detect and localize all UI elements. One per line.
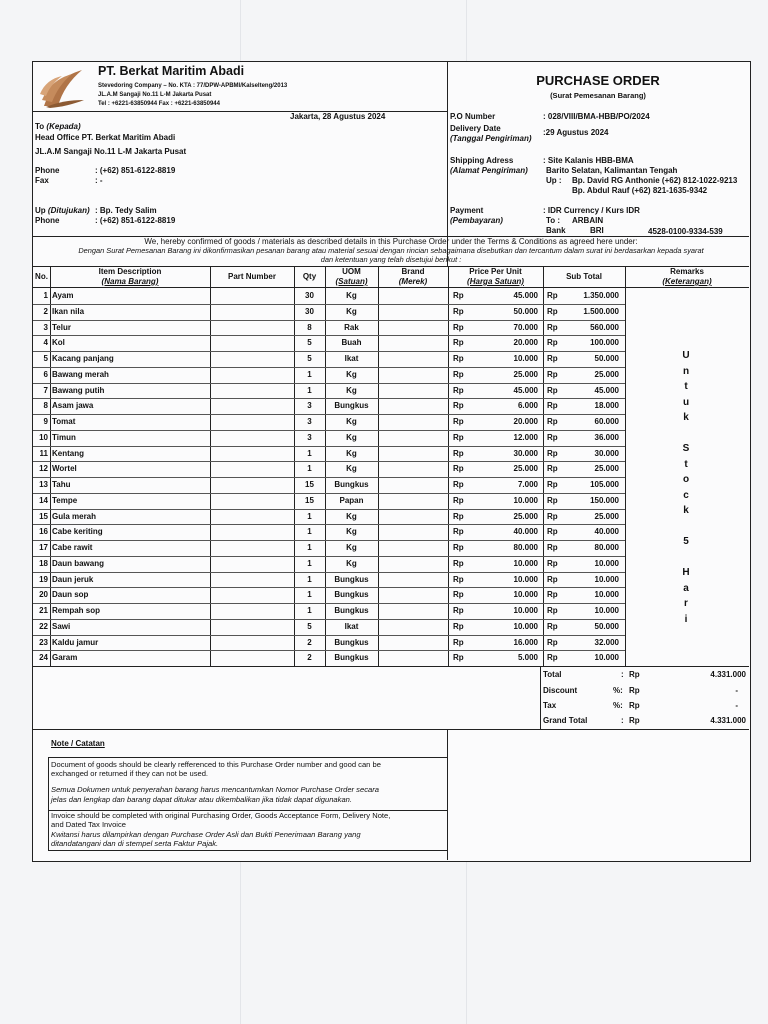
row-sub-rp: Rp <box>547 385 558 395</box>
fax-value: : - <box>95 176 103 185</box>
row-item: Kacang panjang <box>52 354 114 363</box>
fax-label: Fax <box>35 176 49 185</box>
grand-total-label: Grand Total <box>543 716 588 725</box>
row-uom: Papan <box>339 495 364 505</box>
row-subtotal: 100.000 <box>590 338 619 348</box>
note1-en-1: Document of goods should be clearly refferenced to this Purchase Order number and good can be <box>51 760 381 769</box>
row-item: Timun <box>52 432 76 442</box>
to-name: Head Office PT. Berkat Maritim Abadi <box>35 133 176 142</box>
row-sub-rp: Rp <box>547 558 558 568</box>
remarks-letter: a <box>683 582 689 594</box>
po-number-label: P.O Number <box>450 112 496 121</box>
row-no: 14 <box>39 495 48 505</box>
row-sub-rp: Rp <box>547 527 558 537</box>
row-uom: Bungkus <box>334 590 369 600</box>
company-name: PT. Berkat Maritim Abadi <box>98 64 245 78</box>
row-uom: Kg <box>346 369 357 379</box>
row-subtotal: 10.000 <box>594 653 619 663</box>
sail-leaf-logo-icon <box>40 66 86 108</box>
row-qty: 15 <box>305 480 314 489</box>
place-date: Jakarta, 28 Agustus 2024 <box>290 112 386 121</box>
row-price: 50.000 <box>513 306 538 316</box>
note1-en-2: exchanged or returned if they can not be used. <box>51 769 209 778</box>
row-price-rp: Rp <box>453 590 464 600</box>
shipping-line2: Barito Selatan, Kalimantan Tengah <box>546 166 678 175</box>
remarks-letter: u <box>682 396 690 408</box>
row-qty: 1 <box>307 385 312 395</box>
row-qty: 3 <box>307 401 312 411</box>
remarks-letter: t <box>684 381 688 392</box>
shipping-up: Up : <box>546 176 562 185</box>
row-item: Cabe rawit <box>52 543 93 552</box>
row-subtotal: 105.000 <box>590 480 619 489</box>
row-no: 6 <box>43 369 48 379</box>
row-no: 2 <box>43 306 48 316</box>
row-subtotal: 60.000 <box>594 417 619 426</box>
row-uom: Buah <box>341 338 362 348</box>
column-divider <box>543 266 544 666</box>
discount-pct: %: <box>613 686 623 695</box>
row-no: 22 <box>39 621 48 631</box>
row-price: 7.000 <box>517 480 538 489</box>
intro-id-2: dan ketentuan yang telah disetujui berikut : <box>320 255 462 264</box>
row-sub-rp: Rp <box>547 448 558 458</box>
row-uom: Ikat <box>344 621 359 631</box>
row-qty: 2 <box>307 637 312 647</box>
remarks-letter: k <box>683 505 689 516</box>
remarks-letter: c <box>683 489 689 501</box>
row-sub-rp: Rp <box>547 354 558 363</box>
row-qty: 5 <box>307 338 312 348</box>
row-price-rp: Rp <box>453 291 464 300</box>
row-item: Ikan nila <box>52 306 85 316</box>
delivery-label: Delivery Date <box>450 124 501 133</box>
remarks-letter: k <box>683 412 689 423</box>
phone2-label: Phone <box>35 216 60 225</box>
intro-id-1: Dengan Surat Pemesanan Barang ini dikonfirmasikan pesanan barang atau material sesuai dengan rincian sebagaimana disebutkan dan tercantum dalam surat ini berdasarkan kepada syarat <box>78 246 704 255</box>
row-sub-rp: Rp <box>547 543 558 552</box>
row-uom: Bungkus <box>334 653 369 663</box>
po-number-value: : 028/VIII/BMA-HBB/PO/2024 <box>543 112 650 121</box>
row-no: 3 <box>43 322 48 332</box>
phone-value: : (+62) 851-6122-8819 <box>95 166 176 175</box>
row-item: Ayam <box>52 291 74 300</box>
row-qty: 2 <box>307 653 312 663</box>
note2-id-1: Kwitansi harus dilampirkan dengan Purchase Order Asli dan Bukti Penerimaan Barang yang <box>51 830 361 839</box>
row-price: 10.000 <box>513 354 538 363</box>
row-no: 23 <box>39 637 48 647</box>
row-no: 21 <box>39 606 48 615</box>
row-price: 10.000 <box>513 558 538 568</box>
grand-total-rp: Rp <box>629 716 640 725</box>
row-price: 10.000 <box>513 621 538 631</box>
row-subtotal: 50.000 <box>594 621 619 631</box>
row-sub-rp: Rp <box>547 432 558 442</box>
row-sub-rp: Rp <box>547 590 558 600</box>
row-no: 7 <box>43 385 48 395</box>
row-price: 20.000 <box>513 338 538 348</box>
row-qty: 1 <box>307 558 312 568</box>
row-price-rp: Rp <box>453 385 464 395</box>
grand-total-colon: : <box>621 716 624 725</box>
row-sub-rp: Rp <box>547 653 558 663</box>
row-no: 4 <box>43 338 48 348</box>
row-sub-rp: Rp <box>547 306 558 316</box>
totals-divider <box>540 666 541 729</box>
row-subtotal: 40.000 <box>594 527 619 537</box>
row-price-rp: Rp <box>453 574 464 584</box>
document-title: PURCHASE ORDER <box>536 73 660 88</box>
column-divider <box>378 266 379 666</box>
row-price: 10.000 <box>513 606 538 615</box>
delivery-value: :29 Agustus 2024 <box>543 128 609 137</box>
column-divider <box>210 266 211 666</box>
row-subtotal: 1.500.000 <box>583 306 619 316</box>
row-price: 25.000 <box>513 464 538 474</box>
phone-label: Phone <box>35 166 60 175</box>
payment-label: Payment <box>450 206 484 215</box>
remarks-letter: n <box>682 365 690 377</box>
row-item: Telur <box>52 322 71 332</box>
row-price-rp: Rp <box>453 495 464 505</box>
remarks-letter: t <box>684 458 688 470</box>
row-sub-rp: Rp <box>547 322 558 332</box>
note1-id-1: Semua Dokumen untuk penyerahan barang harus mencantumkan Nomor Purchase Order secara <box>51 785 379 794</box>
row-uom: Kg <box>346 511 357 521</box>
row-price-rp: Rp <box>453 527 464 537</box>
row-uom: Bungkus <box>334 606 369 615</box>
row-price: 40.000 <box>513 527 538 537</box>
row-uom: Kg <box>346 432 357 442</box>
to-address: JL.A.M Sangaji No.11 L-M Jakarta Pusat <box>35 147 187 156</box>
row-uom: Kg <box>346 558 357 568</box>
shipping-contact1: Bp. David RG Anthonie (+62) 812-1022-9213 <box>572 176 738 185</box>
payee-label: To : <box>546 216 561 225</box>
company-line1: Stevedoring Company – No. KTA : 77/DPW-APBMI/Kalselteng/2013 <box>98 83 288 89</box>
up-label: Up (Ditujukan) <box>35 206 90 215</box>
payee-name: ARBAIN <box>572 216 604 225</box>
row-price: 16.000 <box>513 637 538 647</box>
up-value: : Bp. Tedy Salim <box>95 206 157 215</box>
row-sub-rp: Rp <box>547 495 558 505</box>
row-price-rp: Rp <box>453 606 464 615</box>
delivery-label-id: (Tanggal Pengiriman) <box>450 134 532 143</box>
row-sub-rp: Rp <box>547 606 558 615</box>
row-item: Tomat <box>52 417 76 426</box>
row-no: 10 <box>39 432 48 442</box>
header-uom-id: (Satuan) <box>335 277 368 286</box>
row-qty: 1 <box>307 543 312 552</box>
remarks-letter: o <box>682 474 690 485</box>
row-price-rp: Rp <box>453 511 464 521</box>
row-price: 25.000 <box>513 511 538 521</box>
column-divider <box>50 266 51 666</box>
row-uom: Bungkus <box>334 401 369 411</box>
row-subtotal: 25.000 <box>594 464 619 474</box>
row-subtotal: 25.000 <box>594 369 619 379</box>
row-qty: 30 <box>305 291 314 300</box>
grand-total-value: 4.331.000 <box>710 716 746 725</box>
bank-account: 4528-0100-9334-539 <box>648 227 723 236</box>
row-price: 80.000 <box>513 543 538 552</box>
remarks-letter: H <box>682 567 690 578</box>
row-qty: 5 <box>307 354 312 363</box>
row-price: 45.000 <box>513 291 538 300</box>
row-qty: 1 <box>307 574 312 584</box>
note2-en-2: and Dated Tax Invoice <box>51 820 127 829</box>
note1-id-2: jelas dan lengkap dan barang dapat ditukar atau dikembalikan jika tidak dapat digunakan. <box>51 795 353 804</box>
tax-label: Tax <box>543 701 557 710</box>
row-item: Daun sop <box>52 590 89 600</box>
total-value: 4.331.000 <box>710 670 746 679</box>
total-rp: Rp <box>629 670 640 679</box>
shipping-contact2: Bp. Abdul Rauf (+62) 821-1635-9342 <box>572 186 708 195</box>
remarks-letter: U <box>682 350 690 361</box>
row-subtotal: 10.000 <box>594 558 619 568</box>
row-item: Rempah sop <box>52 606 101 615</box>
remarks-letter: i <box>684 613 688 625</box>
row-subtotal: 80.000 <box>594 543 619 552</box>
header-uom: UOM <box>342 267 361 276</box>
header-brand-id: (Merek) <box>398 277 428 286</box>
payment-label-id: (Pembayaran) <box>450 216 503 225</box>
row-uom: Kg <box>346 464 357 474</box>
header-price: Price Per Unit <box>469 267 522 276</box>
row-item: Kaldu jamur <box>52 637 99 647</box>
row-sub-rp: Rp <box>547 338 558 348</box>
row-uom: Kg <box>346 527 357 537</box>
row-no: 24 <box>39 653 48 663</box>
row-item: Tempe <box>52 495 78 505</box>
row-no: 5 <box>43 354 48 363</box>
row-subtotal: 18.000 <box>594 401 619 411</box>
row-uom: Kg <box>346 417 357 426</box>
row-price: 10.000 <box>513 495 538 505</box>
row-price: 30.000 <box>513 448 538 458</box>
row-item: Bawang putih <box>52 385 105 395</box>
shipping-label: Shipping Adress <box>450 156 514 165</box>
row-subtotal: 50.000 <box>594 354 619 363</box>
remarks-letter: 5 <box>683 536 689 547</box>
row-price-rp: Rp <box>453 417 464 426</box>
row-qty: 30 <box>305 306 314 316</box>
row-subtotal: 30.000 <box>594 448 619 458</box>
row-uom: Kg <box>346 291 357 300</box>
row-no: 9 <box>43 417 48 426</box>
row-qty: 5 <box>307 621 312 631</box>
row-no: 20 <box>39 590 48 600</box>
row-qty: 1 <box>307 369 312 379</box>
row-price: 6.000 <box>517 401 538 411</box>
row-uom: Bungkus <box>334 637 369 647</box>
row-price-rp: Rp <box>453 322 464 332</box>
row-qty: 1 <box>307 590 312 600</box>
row-subtotal: 10.000 <box>594 574 619 584</box>
row-no: 17 <box>39 543 48 552</box>
row-uom: Kg <box>346 448 357 458</box>
row-sub-rp: Rp <box>547 417 558 426</box>
bank-label: Bank <box>546 226 566 235</box>
row-subtotal: 1.350.000 <box>583 291 619 300</box>
discount-label: Discount <box>543 686 578 695</box>
row-qty: 1 <box>307 464 312 474</box>
row-price: 12.000 <box>513 432 538 442</box>
row-price: 70.000 <box>513 322 538 332</box>
row-price-rp: Rp <box>453 621 464 631</box>
intro-en: We, hereby confirmed of goods / materials as described details in this Purchase Order under the Terms & Conditions as agreed here under: <box>144 237 638 246</box>
row-price-rp: Rp <box>453 637 464 647</box>
row-qty: 1 <box>307 511 312 521</box>
row-item: Sawi <box>52 621 71 631</box>
column-divider <box>625 266 626 666</box>
row-sub-rp: Rp <box>547 401 558 411</box>
payment-value: : IDR Currency / Kurs IDR <box>543 206 640 215</box>
row-uom: Bungkus <box>334 480 369 489</box>
totals-bottom-rule <box>33 729 749 730</box>
row-sub-rp: Rp <box>547 621 558 631</box>
row-uom: Kg <box>346 385 357 395</box>
column-divider <box>448 266 449 666</box>
header-price-id: (Harga Satuan) <box>467 277 524 286</box>
total-colon: : <box>621 670 624 679</box>
header-remarks-id: (Keterangan) <box>662 277 712 286</box>
phone2-value: : (+62) 851-6122-8819 <box>95 216 176 225</box>
row-item: Bawang merah <box>52 369 109 379</box>
row-subtotal: 45.000 <box>594 385 619 395</box>
row-sub-rp: Rp <box>547 480 558 489</box>
row-price-rp: Rp <box>453 543 464 552</box>
row-uom: Bungkus <box>334 574 369 584</box>
row-price-rp: Rp <box>453 653 464 663</box>
row-no: 1 <box>43 291 48 300</box>
header-subtotal: Sub Total <box>566 272 602 281</box>
row-subtotal: 560.000 <box>590 322 619 332</box>
tax-pct: %: <box>613 701 623 710</box>
shipping-label-id: (Alamat Pengiriman) <box>450 166 528 175</box>
company-address: JL.A.M Sangaji No.11 L-M Jakarta Pusat <box>98 92 212 98</box>
row-price-rp: Rp <box>453 558 464 568</box>
row-item: Garam <box>52 653 78 663</box>
tax-rp: Rp <box>629 701 640 710</box>
row-price-rp: Rp <box>453 306 464 316</box>
discount-value: - <box>735 686 738 695</box>
row-qty: 15 <box>305 495 314 505</box>
header-part: Part Number <box>227 272 276 281</box>
row-sub-rp: Rp <box>547 511 558 521</box>
row-price: 25.000 <box>513 369 538 379</box>
row-item: Cabe keriting <box>52 527 103 537</box>
row-subtotal: 10.000 <box>594 606 619 615</box>
row-uom: Kg <box>346 306 357 316</box>
row-price: 20.000 <box>513 417 538 426</box>
row-uom: Rak <box>344 322 359 332</box>
row-uom: Kg <box>346 543 357 552</box>
remarks-letter: S <box>682 443 690 454</box>
row-no: 15 <box>39 511 48 521</box>
row-no: 12 <box>39 464 48 474</box>
row-item: Daun jeruk <box>52 574 94 584</box>
row-qty: 3 <box>307 432 312 442</box>
row-price: 5.000 <box>517 653 538 663</box>
row-qty: 8 <box>307 322 312 332</box>
total-label: Total <box>543 670 562 679</box>
row-price-rp: Rp <box>453 354 464 363</box>
row-item: Kol <box>52 338 65 348</box>
header-qty: Qty <box>302 272 317 281</box>
note2-en-1: Invoice should be completed with original Purchasing Order, Goods Acceptance Form, Delivery Note, <box>51 811 391 820</box>
row-item: Wortel <box>52 464 77 474</box>
row-sub-rp: Rp <box>547 291 558 300</box>
row-qty: 1 <box>307 448 312 458</box>
remarks-letter: r <box>684 598 688 609</box>
row-sub-rp: Rp <box>547 464 558 474</box>
row-no: 18 <box>39 558 48 568</box>
row-price-rp: Rp <box>453 401 464 411</box>
header-no: No. <box>35 272 48 281</box>
note2-id-2: ditandatangani dan di stempel serta Faktur Pajak. <box>51 839 219 848</box>
row-no: 8 <box>43 401 48 411</box>
row-sub-rp: Rp <box>547 637 558 647</box>
row-subtotal: 36.000 <box>594 432 619 442</box>
row-uom: Ikat <box>344 354 359 363</box>
row-qty: 1 <box>307 606 312 615</box>
to-label: To (Kepada) <box>35 122 81 131</box>
row-subtotal: 32.000 <box>594 637 619 647</box>
row-price: 10.000 <box>513 574 538 584</box>
discount-rp: Rp <box>629 686 640 695</box>
row-price: 45.000 <box>513 385 538 395</box>
row-item: Asam jawa <box>52 401 94 411</box>
header-remarks: Remarks <box>670 267 704 276</box>
row-price: 10.000 <box>513 590 538 600</box>
table-bottom-rule <box>33 666 749 667</box>
row-no: 16 <box>39 527 48 537</box>
row-qty: 3 <box>307 417 312 426</box>
row-subtotal: 10.000 <box>594 590 619 600</box>
row-subtotal: 25.000 <box>594 511 619 521</box>
row-qty: 1 <box>307 527 312 537</box>
row-item: Daun bawang <box>52 558 105 568</box>
row-no: 13 <box>39 480 48 489</box>
document-subtitle: (Surat Pemesanan Barang) <box>550 91 646 100</box>
row-item: Kentang <box>52 448 84 458</box>
row-subtotal: 150.000 <box>590 495 619 505</box>
shipping-line1: : Site Kalanis HBB-BMA <box>543 156 634 165</box>
header-item-id: (Nama Barang) <box>101 277 159 286</box>
bank-value: BRI <box>590 226 604 235</box>
header-item: Item Description <box>98 267 162 276</box>
row-price-rp: Rp <box>453 369 464 379</box>
row-no: 11 <box>39 448 48 458</box>
row-sub-rp: Rp <box>547 369 558 379</box>
row-item: Gula merah <box>52 511 97 521</box>
row-price-rp: Rp <box>453 448 464 458</box>
row-price-rp: Rp <box>453 464 464 474</box>
row-price-rp: Rp <box>453 432 464 442</box>
row-item: Tahu <box>52 480 71 489</box>
row-price-rp: Rp <box>453 338 464 348</box>
tax-value: - <box>735 701 738 710</box>
header-brand: Brand <box>401 267 425 276</box>
row-price-rp: Rp <box>453 480 464 489</box>
row-no: 19 <box>39 574 48 584</box>
row-sub-rp: Rp <box>547 574 558 584</box>
company-tel: Tel : +6221-63850944 Fax : +6221-63850944 <box>98 101 220 107</box>
notes-title: Note / Catatan <box>51 739 105 748</box>
